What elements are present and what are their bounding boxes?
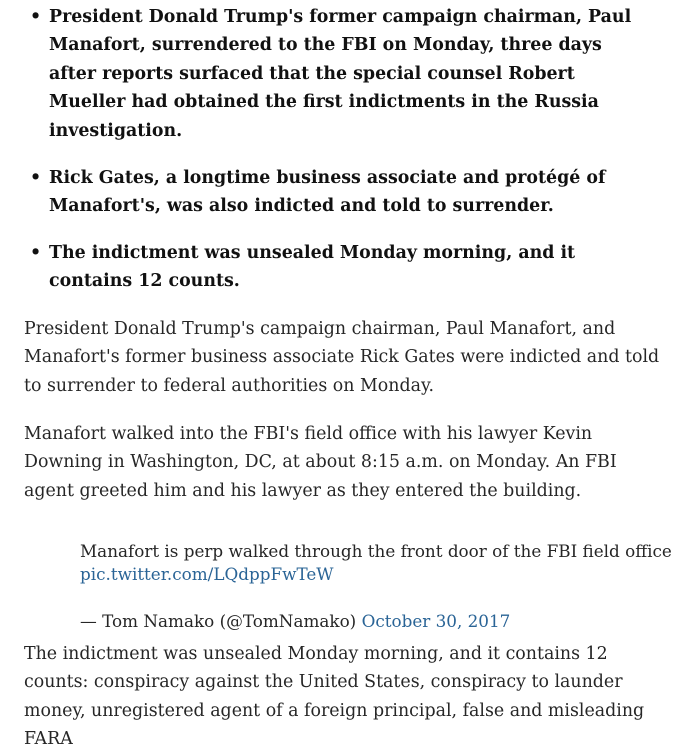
- tweet-body: [80, 540, 682, 586]
- tweet-date-link[interactable]: October 30, 2017: [361, 610, 511, 631]
- bullet-text: President Donald Trump's former campaign chairman, Paul Manafort, surrendered to the FBI on Monday, three days after reports surfaced that the special counsel Robert Mueller had obtained the first indictments in the Russia investigation.: [49, 7, 632, 141]
- bullet-text: The indictment was unsealed Monday morning, and it contains 12 counts.: [49, 243, 576, 292]
- summary-bullet: [0, 239, 639, 296]
- tweet-author: — Tom Namako (@TomNamako): [80, 610, 357, 631]
- paragraph-fbi-office: Manafort walked into the FBI's field office with his lawyer Kevin Downing in Washington, DC, at about 8:15 a.m. on Monday. An FBI agent greeted him and his lawyer as they entered the building.: [24, 424, 617, 501]
- bullet-text: Rick Gates, a longtime business associate and protégé of Manafort's, was also indicted and told to surrender.: [49, 168, 606, 217]
- tweet-text: Manafort is perp walked through the front door of the FBI field office: [80, 540, 672, 561]
- tweet-media-link[interactable]: pic.twitter.com/LQdppFwTeW: [80, 563, 334, 584]
- tweet-attribution: [80, 610, 510, 633]
- summary-bullet: [0, 3, 639, 145]
- embedded-tweet: [80, 540, 682, 631]
- paragraph-indictment-intro: President Donald Trump's campaign chairman, Paul Manafort, and Manafort's former business associate Rick Gates were indicted and told to surrender to federal authorities on Monday.: [24, 319, 660, 396]
- summary-bullet: [0, 164, 639, 221]
- bullet-icon: •: [30, 168, 42, 188]
- bullet-icon: •: [30, 7, 42, 27]
- paragraph-indictment-counts: The indictment was unsealed Monday morning, and it contains 12 counts: conspiracy against the United States, conspiracy to launder money, unregistered agent of a foreign principal, false and misleading FARA: [24, 644, 645, 750]
- bullet-icon: •: [30, 243, 42, 263]
